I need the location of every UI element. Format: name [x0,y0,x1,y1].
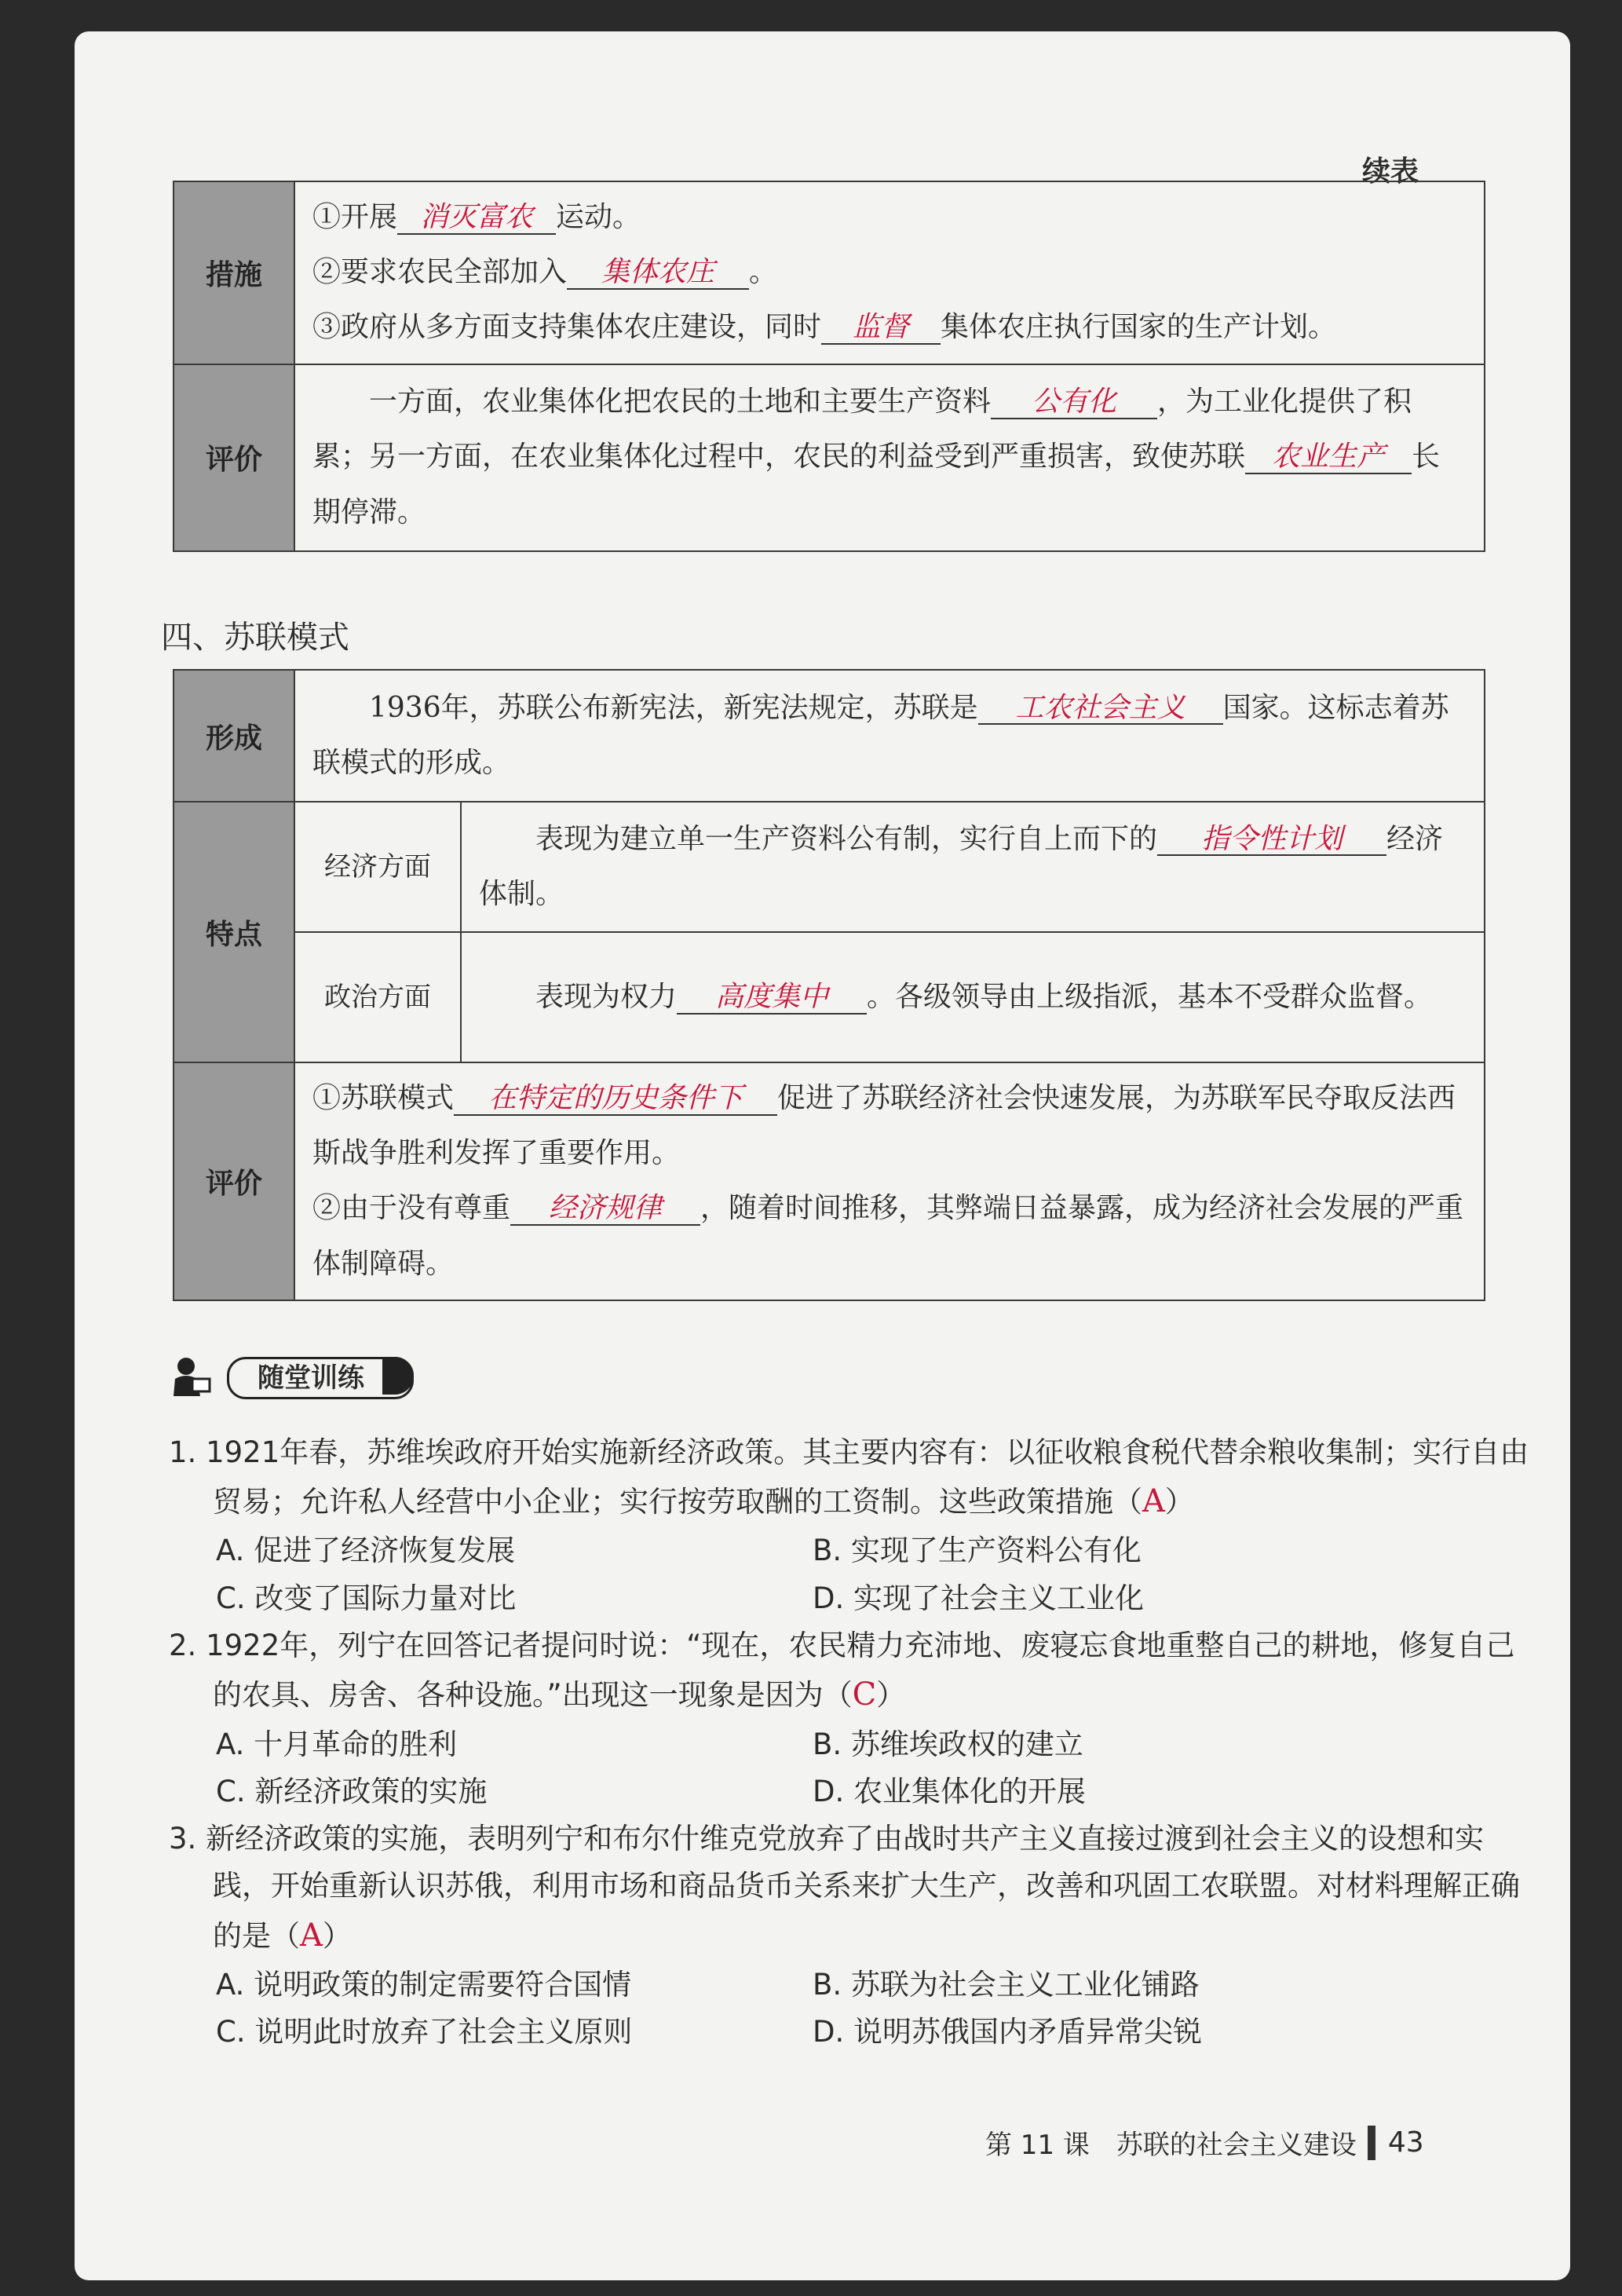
practice-questions [169,1429,1535,2057]
option: D. 说明苏俄国内矛盾异常尖锐 [813,2015,1203,2049]
measure-line-3: ③政府从多方面支持集体农庄建设，同时 监督 集体农庄执行国家的生产计划。 [312,311,1337,344]
answer-blank: 工农社会主义 [1015,691,1185,724]
answer-blank: 公有化 [1032,386,1117,419]
option: B. 实现了生产资料公有化 [813,1534,1142,1568]
economic-aspect-label: 经济方面 [294,802,461,932]
answer-choice: C [852,1676,877,1713]
page-number: 43 [1387,2126,1424,2159]
option: B. 苏维埃政权的建立 [813,1727,1083,1761]
practice-header [169,1355,414,1401]
answer-blank: 经济规律 [549,1192,663,1225]
option: D. 实现了社会主义工业化 [813,1581,1145,1615]
option: A. 十月革命的胜利 [216,1727,458,1761]
political-aspect-label: 政治方面 [294,932,461,1062]
page-footer [985,2123,1424,2162]
student-reading-icon [169,1355,213,1401]
model-evaluation-cell [294,1062,1485,1300]
soviet-model-table [173,669,1485,1301]
answer-blank: 指令性计划 [1201,822,1343,855]
option: C. 说明此时放弃了社会主义原则 [216,2015,633,2049]
question-2: 2. 1922年，列宁在回答记者提问时说：“现在，农民精力充沛地、废寝忘食地重整自己的耕地，修复自己的农具、房舍、各种设施。”出现这一现象是因为（C） A. 十月革命的胜利 B. 苏维埃政权的建立 C. 新经济政策的实施 D. 农业集体化的开展 [169,1622,1535,1815]
evaluation-item-1: ①苏联模式 在特定的历史条件下 促进了苏联经济社会快速发展，为苏联军民夺取反法西斯战争胜利发挥了重要作用。 [312,1082,1456,1170]
option: A. 说明政策的制定需要符合国情 [216,1967,632,2002]
evaluation-header: 评价 [174,364,294,551]
answer-blank: 集体农庄 [601,256,715,289]
measure-line-2: ②要求农民全部加入 集体农庄 。 [312,256,778,289]
answer-choice: A [1142,1483,1165,1520]
practice-label: 随堂训练 [227,1357,414,1399]
section-title: 四、苏联模式 [161,620,349,656]
economic-aspect-cell: 表现为建立单一生产资料公有制，实行自上而下的 指令性计划 经济体制。 [461,802,1485,932]
answer-blank: 高度集中 [715,980,829,1013]
answer-blank: 在特定的历史条件下 [488,1082,743,1114]
answer-choice: A [300,1917,323,1954]
measures-cell [294,181,1485,364]
lesson-title: 第 11 课 苏联的社会主义建设 [985,2130,1357,2161]
formation-cell: 1936年，苏联公布新宪法，新宪法规定，苏联是 工农社会主义 国家。这标志着苏联模式的形成。 [294,670,1485,802]
answer-blank: 农业生产 [1272,441,1386,473]
option: C. 改变了国际力量对比 [216,1581,517,1615]
model-evaluation-header: 评价 [174,1062,294,1300]
measure-line-1: ①开展 消灭富农 运动。 [312,201,641,233]
question-1: 1. 1921年春，苏维埃政府开始实施新经济政策。其主要内容有：以征收粮食税代替余粮收集制；实行自由贸易；允许私人经营中小企业；实行按劳取酬的工资制。这些政策措施（A） A. 促进了经济恢复发展 B. 实现了生产资料公有化 C. 改变了国际力量对比 D. 实现了社会主义工业化 [169,1429,1535,1622]
political-aspect-cell: 表现为权力 高度集中 。各级领导由上级指派，基本不受群众监督。 [461,932,1485,1062]
measures-header: 措施 [174,181,294,364]
question-3: 3. 新经济政策的实施，表明列宁和布尔什维克党放弃了由战时共产主义直接过渡到社会主义的设想和实践，开始重新认识苏俄，利用市场和商品货币关系来扩大生产，改善和巩固工农联盟。对材料理解正确的是（A） A. 说明政策的制定需要符合国情 B. 苏联为社会主义工业化铺路 C. 说明此时放弃了社会主义原则 D. 说明苏俄国内矛盾异常尖锐 [169,1815,1535,2056]
option: D. 农业集体化的开展 [813,1774,1087,1808]
evaluation-item-2: ②由于没有尊重 经济规律 ，随着时间推移，其弊端日益暴露，成为经济社会发展的严重体制障碍。 [312,1192,1464,1280]
answer-blank: 消灭富农 [420,201,534,233]
continued-table-label: 续表 [1362,155,1419,188]
option: C. 新经济政策的实施 [216,1774,488,1808]
textbook-page [75,31,1570,2280]
evaluation-cell: 一方面，农业集体化把农民的土地和主要生产资料 公有化 ，为工业化提供了积累；另一方面，在农业集体化过程中，农民的利益受到严重损害，致使苏联 农业生产 长期停滞。 [294,364,1485,551]
option: B. 苏联为社会主义工业化铺路 [813,1967,1200,2002]
footer-divider [1368,2126,1375,2160]
collectivization-table [173,181,1485,552]
option: A. 促进了经济恢复发展 [216,1534,516,1568]
features-header: 特点 [174,802,294,1062]
formation-header: 形成 [174,670,294,802]
answer-blank: 监督 [853,311,910,344]
